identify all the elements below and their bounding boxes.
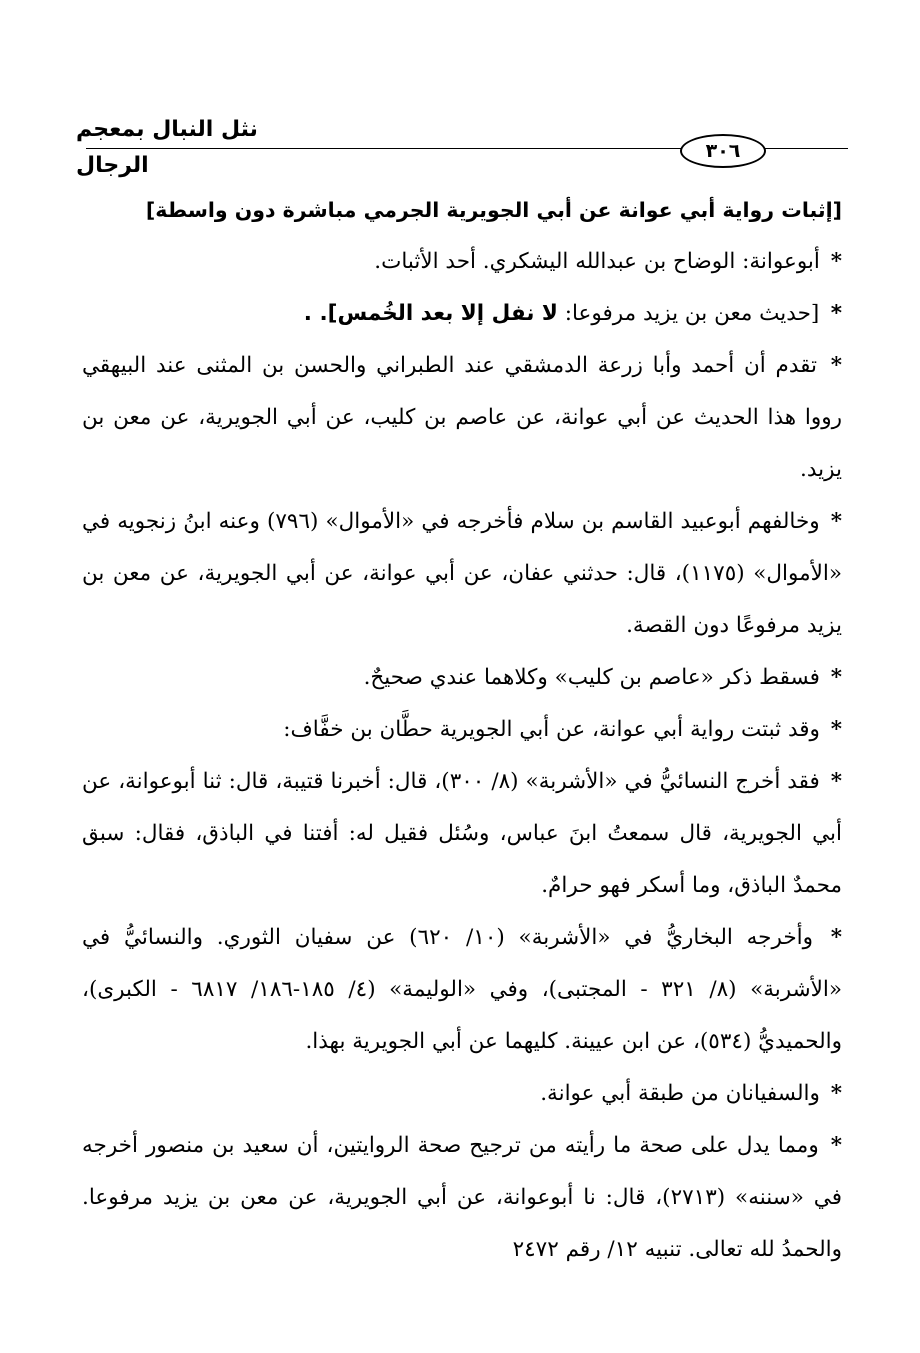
paragraph-text: وأخرجه البخاريُّ في «الأشربة» (١٠/ ٦٢٠) عن سفيان الثوري. والنسائيُّ في «الأشربة» (٨/ ٣٢١ - المجتبى)، وفي «الوليمة» (٤/ ١٨٥-١٨٦/ ٦٨١٧ - الكبرى)، والحميديُّ (٥٣٤)، عن ابن عيينة. كليهما عن أبي الجويرية بهذا. — [82, 925, 843, 1054]
paragraph-text: وقد ثبتت رواية أبي عوانة، عن أبي الجويرية حطَّان بن خفَّاف: — [283, 717, 820, 742]
paragraph-text: [حديث معن بن يزيد مرفوعا: — [557, 301, 820, 326]
paragraph-text: ومما يدل على صحة ما رأيته من ترجيح صحة الروايتين، أن سعيد بن منصور أخرجه في «سننه» (٢٧١٣)، قال: نا أبوعوانة، عن أبي الجويرية، عن معن بن يزيد مرفوعا. والحمدُ لله تعالى. تنبيه ١٢/ رقم ٢٤٧٢ — [82, 1133, 842, 1262]
paragraph — [82, 756, 842, 912]
paragraph — [82, 1120, 842, 1276]
bullet-star: * — [830, 925, 843, 950]
bullet-star: * — [830, 717, 842, 742]
bullet-star: * — [830, 665, 842, 690]
paragraph — [82, 1068, 842, 1120]
bullet-star: * — [830, 353, 842, 378]
paragraph — [82, 288, 842, 340]
paragraph — [82, 496, 842, 652]
paragraph — [82, 704, 842, 756]
heading-text: [إثبات رواية أبي عوانة عن أبي الجويرية الجرمي مباشرة دون واسطة] — [145, 198, 842, 222]
page-number: ٣٠٦ — [680, 134, 766, 168]
section-heading — [82, 184, 842, 236]
paragraph-text: تقدم أن أحمد وأبا زرعة الدمشقي عند الطبراني والحسن بن المثنى عند البيهقي رووا هذا الحديث عن أبي عوانة، عن عاصم بن كليب، عن أبي الجويرية، عن معن بن يزيد. — [82, 353, 842, 482]
bullet-star: * — [830, 249, 842, 274]
paragraph — [82, 912, 842, 1068]
paragraph-text: فسقط ذكر «عاصم بن كليب» وكلاهما عندي صحيحٌ. — [363, 665, 820, 690]
bullet-star: * — [830, 301, 842, 326]
running-title: نثل النبال بمعجم الرجال — [76, 117, 258, 178]
body-text — [82, 184, 842, 1284]
paragraph-text: فقد أخرج النسائيُّ في «الأشربة» (٨/ ٣٠٠)، قال: أخبرنا قتيبة، قال: ثنا أبوعوانة، عن أبي الجويرية، قال سمعتُ ابنَ عباس، وسُئل فقيل له: أفتنا في الباذق، فقال: سبق محمدٌ الباذق، وما أسكر فهو حرامٌ. — [82, 769, 842, 898]
paragraph — [82, 340, 842, 496]
bullet-star: * — [830, 1081, 842, 1106]
paragraph-text: والسفيانان من طبقة أبي عوانة. — [540, 1081, 820, 1106]
bullet-star: * — [830, 509, 843, 534]
paragraph-text: وخالفهم أبوعبيد القاسم بن سلام فأخرجه في «الأموال» (٧٩٦) وعنه ابنُ زنجويه في «الأموال» (١١٧٥)، قال: حدثني عفان، عن أبي عوانة، عن أبي الجويرية، عن معن بن يزيد مرفوعًا دون القصة. — [82, 509, 843, 638]
hadith-text: لا نفل إلا بعد الخُمس — [337, 301, 558, 326]
bullet-star: * — [830, 769, 842, 794]
paragraph — [82, 236, 842, 288]
paragraph-text: أبوعوانة: الوضاح بن عبدالله اليشكري. أحد الأثبات. — [374, 249, 820, 274]
paragraph-text-end: ]. . — [303, 301, 338, 326]
paragraph — [82, 652, 842, 704]
bullet-star: * — [830, 1133, 842, 1158]
